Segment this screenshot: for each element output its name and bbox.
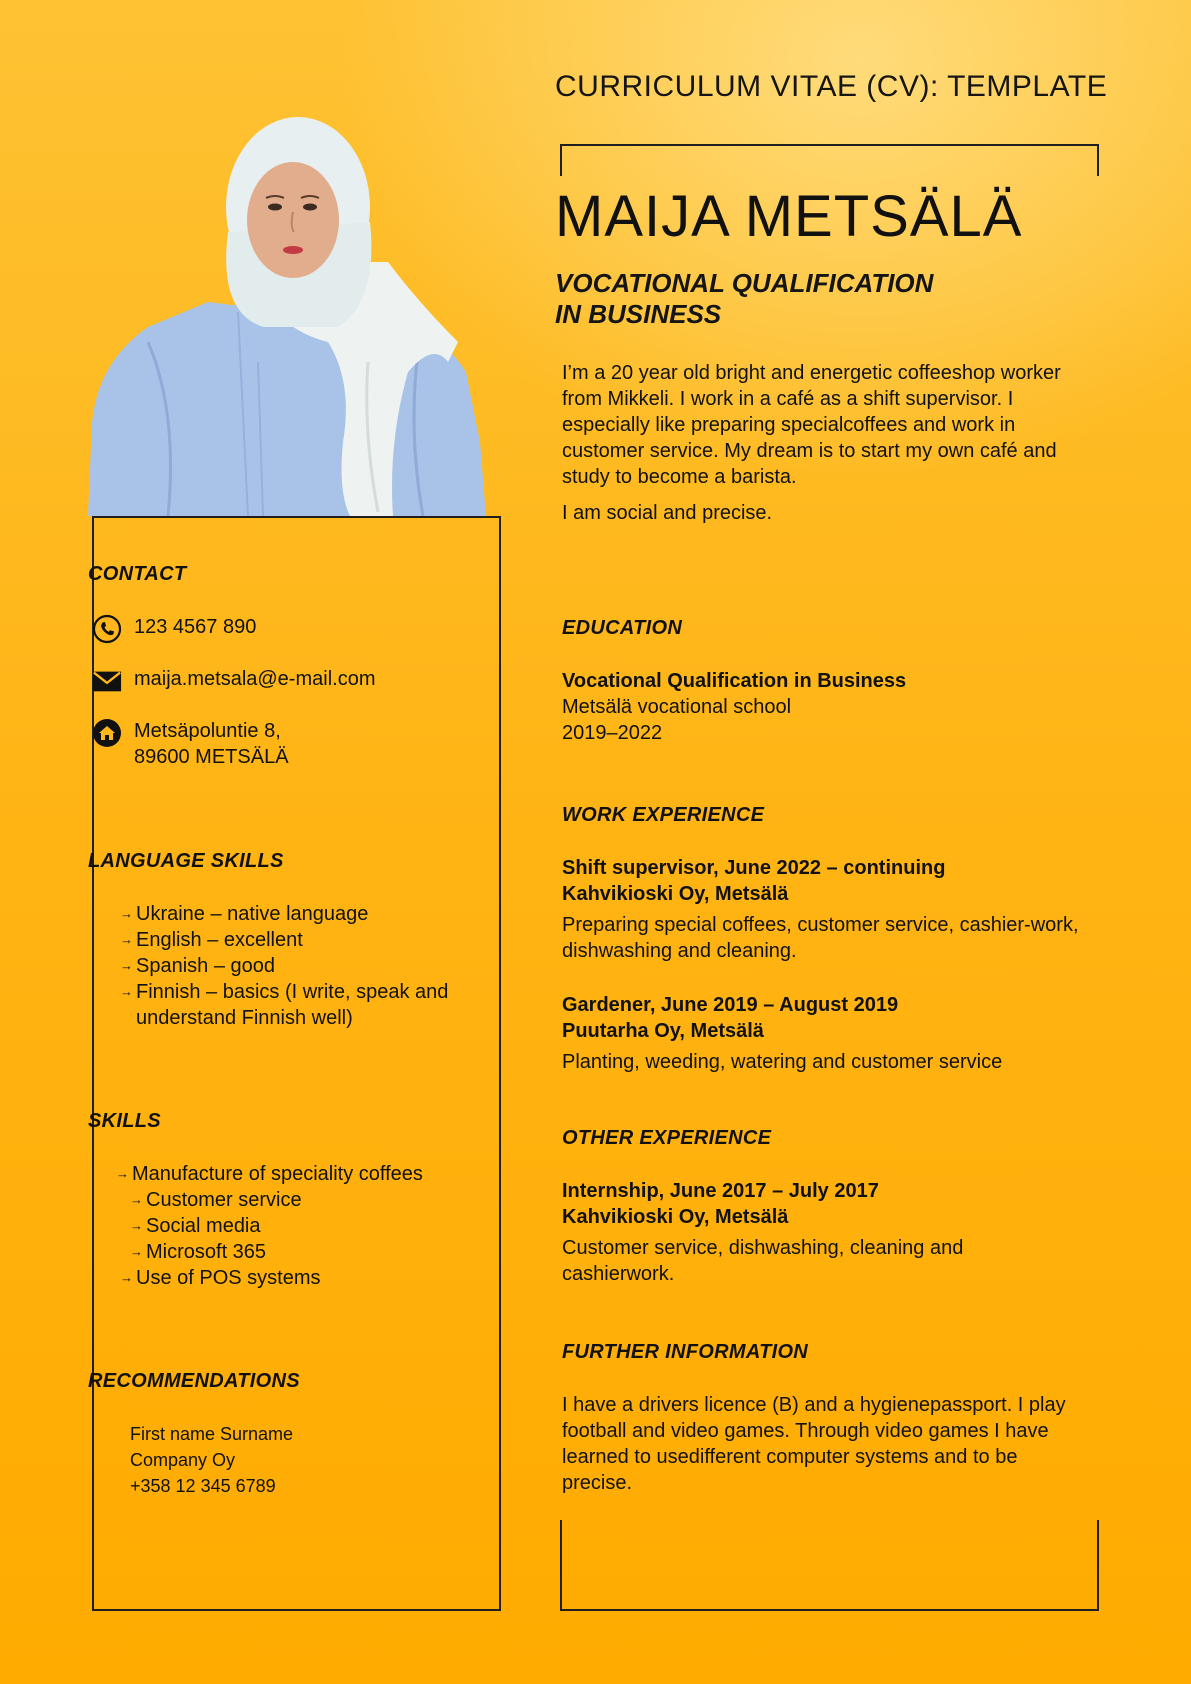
language-item: → Spanish – good <box>120 953 450 979</box>
job-title: Gardener, June 2019 – August 2019 <box>562 994 899 1016</box>
recommendation-company: Company Oy <box>130 1450 236 1470</box>
job-company: Puutarha Oy, Metsälä <box>562 1020 764 1042</box>
language-skills-heading: LANGUAGE SKILLS <box>88 850 284 872</box>
job-description: Preparing special coffees, customer service, cashier-work, dishwashing and cleaning. <box>562 914 1079 962</box>
recommendation-entry <box>130 1421 293 1499</box>
home-icon <box>92 718 122 748</box>
skills-list <box>116 1161 476 1291</box>
other-experience-description: Customer service, dishwashing, cleaning and cashierwork. <box>562 1237 964 1285</box>
job-title: Shift supervisor, June 2022 – continuing <box>562 857 946 879</box>
further-information-text: I have a drivers licence (B) and a hygienepassport. I play football and video games. Through video games I have learned to usedifferent computer systems and to be precise. <box>562 1394 1066 1494</box>
job-company: Kahvikioski Oy, Metsälä <box>562 883 789 905</box>
further-information-heading: FURTHER INFORMATION <box>562 1341 809 1363</box>
language-item: → English – excellent <box>120 927 450 953</box>
contact-phone: 123 4567 890 <box>134 616 257 638</box>
language-item: → Ukraine – native language <box>120 901 450 927</box>
skill-item: → Social media <box>130 1213 476 1239</box>
recommendation-name: First name Surname <box>130 1424 294 1444</box>
contact-email-row <box>92 666 375 696</box>
education-heading: EDUCATION <box>562 617 683 639</box>
phone-icon <box>92 614 122 644</box>
intro-paragraph-2: I am social and precise. <box>562 502 773 524</box>
intro-paragraph-1: I’m a 20 year old bright and energetic coffeeshop worker from Mikkeli. I work in a café as a shift supervisor. I especially like preparing specialcoffees and work in customer service. My dream is to start my own café and study to become a barista. <box>562 362 1061 488</box>
skill-item: → Use of POS systems <box>120 1265 476 1291</box>
qualification-subtitle <box>555 268 995 330</box>
language-skills-list <box>120 901 450 1031</box>
subtitle-line-2: IN BUSINESS <box>555 299 722 329</box>
contact-address <box>134 718 289 770</box>
contact-address-row <box>92 718 289 770</box>
education-degree: Vocational Qualification in Business <box>562 670 907 692</box>
education-entry <box>562 668 1092 746</box>
decorative-frame-bottom <box>560 1520 1099 1611</box>
other-experience-entry <box>562 1178 982 1287</box>
address-line-2: 89600 METSÄLÄ <box>134 746 289 768</box>
profile-photo <box>88 112 488 516</box>
education-school: Metsälä vocational school <box>562 696 792 718</box>
other-experience-title: Internship, June 2017 – July 2017 <box>562 1180 879 1202</box>
envelope-icon <box>92 666 122 696</box>
education-years: 2019–2022 <box>562 722 663 744</box>
decorative-frame-top <box>560 144 1099 176</box>
recommendations-heading: RECOMMENDATIONS <box>88 1370 300 1392</box>
other-experience-heading: OTHER EXPERIENCE <box>562 1127 772 1149</box>
skill-item: → Manufacture of speciality coffees <box>116 1161 476 1187</box>
skills-heading: SKILLS <box>88 1110 161 1132</box>
recommendation-phone: +358 12 345 6789 <box>130 1476 276 1496</box>
document-title: CURRICULUM VITAE (CV): TEMPLATE <box>555 70 1108 103</box>
skill-item: → Microsoft 365 <box>130 1239 476 1265</box>
job-entry <box>562 855 1092 964</box>
contact-phone-row <box>92 614 256 644</box>
work-experience-heading: WORK EXPERIENCE <box>562 804 765 826</box>
subtitle-line-1: VOCATIONAL QUALIFICATION <box>555 268 934 298</box>
intro-text <box>562 360 1092 536</box>
person-name: MAIJA METSÄLÄ <box>555 184 1023 249</box>
skill-item: → Customer service <box>130 1187 476 1213</box>
contact-heading: CONTACT <box>88 563 187 585</box>
contact-email: maija.metsala@e-mail.com <box>134 668 376 690</box>
job-description: Planting, weeding, watering and customer service <box>562 1051 1003 1073</box>
job-entry <box>562 992 1092 1075</box>
other-experience-company: Kahvikioski Oy, Metsälä <box>562 1206 789 1228</box>
language-item: → Finnish – basics (I write, speak and understand Finnish well) <box>120 979 450 1031</box>
address-line-1: Metsäpoluntie 8, <box>134 720 281 742</box>
